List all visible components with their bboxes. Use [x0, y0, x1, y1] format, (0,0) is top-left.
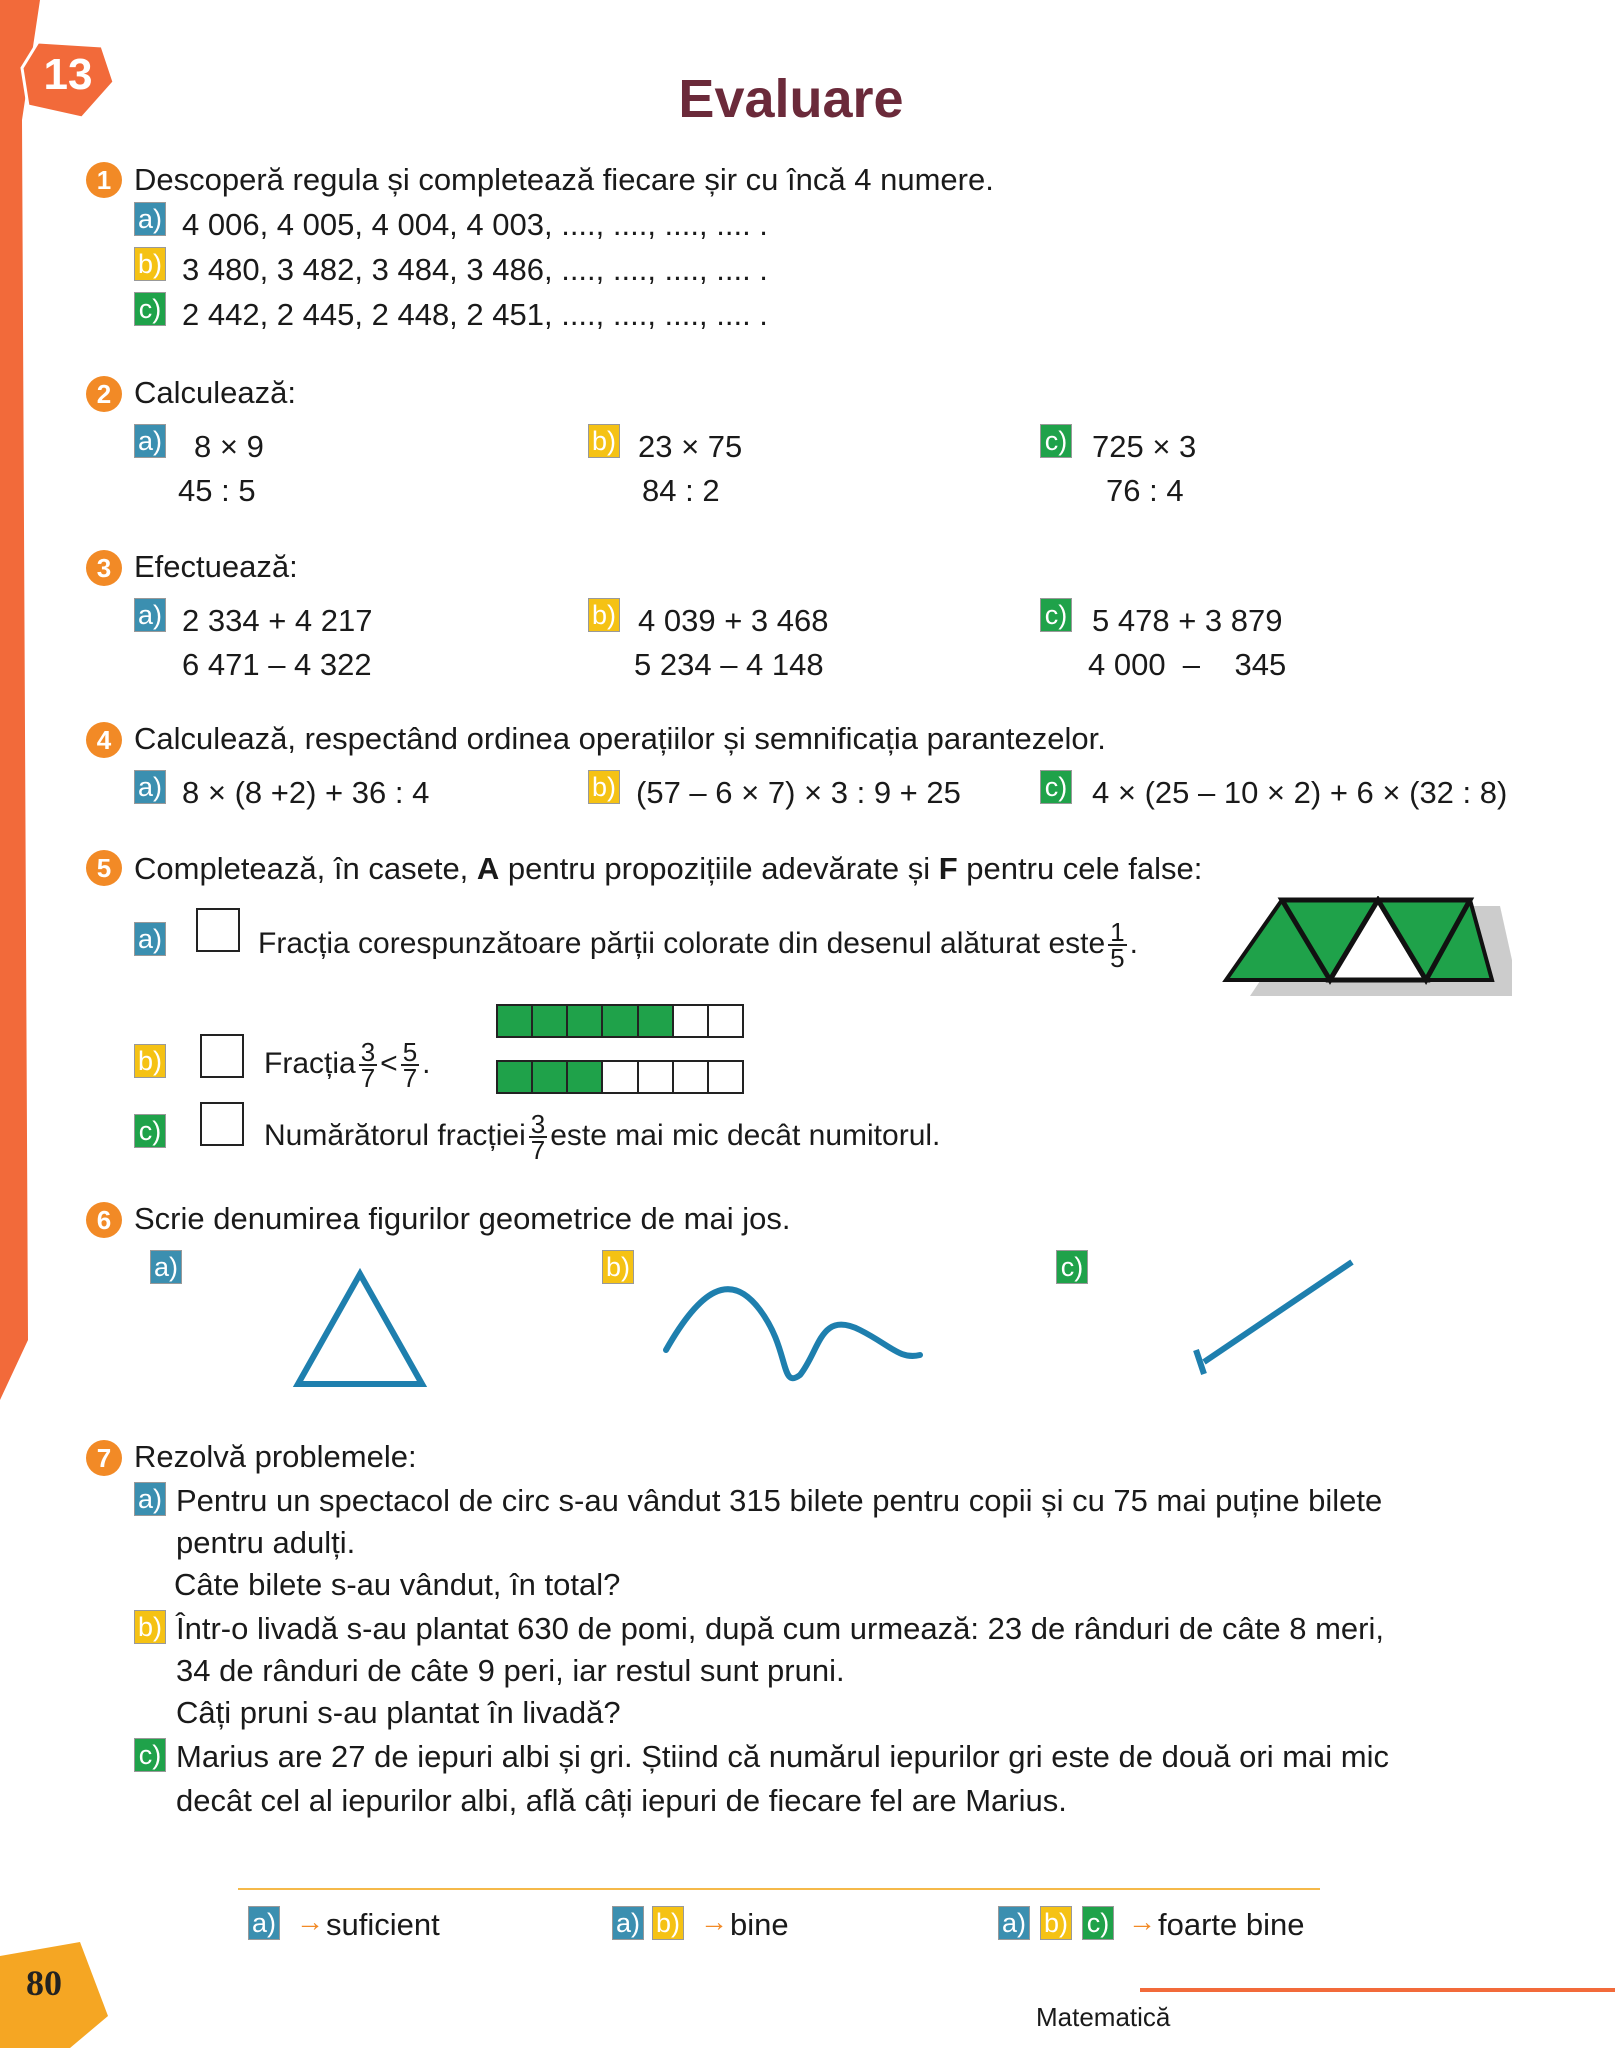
bar-cell-filled: [568, 1062, 603, 1092]
fraction-bar-3-of-7: [496, 1060, 744, 1094]
page-number: 80: [26, 1963, 62, 2003]
label-c: c): [1040, 770, 1072, 804]
bar-cell-filled: [533, 1062, 568, 1092]
bar-cell-filled: [498, 1062, 533, 1092]
label-c: c): [134, 1114, 166, 1148]
arrow-icon: →: [296, 1906, 324, 1937]
statement-a: Fracția corespunzătoare părții colorate din desenul alăturat este $\frac{1}{5}$ .: [258, 917, 1138, 973]
label-a: a): [134, 1482, 166, 1516]
expression: 4 000 – 345: [1088, 647, 1287, 682]
fraction-bar-5-of-7: [496, 1004, 744, 1038]
label-c: c): [1056, 1250, 1088, 1284]
label-b: b): [134, 1610, 166, 1644]
exercise-instruction: Scrie denumirea figurilor geometrice de mai jos.: [134, 1201, 791, 1236]
label-c: c): [1040, 598, 1072, 632]
exercise-instruction: Calculează, respectând ordinea operațiilor și semnificația parantezelor.: [134, 721, 1106, 756]
problem-a-line: pentru adulți.: [176, 1525, 356, 1560]
expression: 6 471 – 4 322: [182, 647, 372, 682]
curved-line: [666, 1289, 920, 1378]
exercise-instruction: Completează, în casete, A pentru propozițiile adevărate și F pentru cele false:: [134, 851, 1203, 886]
grading-divider: [238, 1888, 1320, 1890]
label-b: b): [602, 1250, 634, 1284]
shapes-figures: [280, 1250, 1390, 1390]
bar-cell-filled: [533, 1006, 568, 1036]
exercise-instruction: Calculează:: [134, 375, 296, 410]
arrow-icon: →: [1128, 1906, 1156, 1937]
expression: 76 : 4: [1106, 473, 1184, 508]
label-a: a): [134, 424, 166, 458]
expression: 5 234 – 4 148: [634, 647, 824, 682]
grade-very-good: foarte bine: [1158, 1907, 1305, 1942]
page-title: Evaluare: [678, 69, 904, 129]
label-a: a): [150, 1250, 182, 1284]
bar-cell-filled: [603, 1006, 638, 1036]
label-a: a): [998, 1906, 1030, 1940]
statement-c: Numărătorul fracției $\frac{3}{7}$ este mai mic decât numitorul.: [264, 1109, 941, 1165]
exercise-number: 2: [86, 376, 122, 412]
problem-c-line: decât cel al iepurilor albi, află câți iepuri de fiecare fel are Marius.: [176, 1783, 1067, 1818]
exercise-number: 1: [86, 162, 122, 198]
label-b: b): [1040, 1906, 1072, 1940]
bar-cell-empty: [709, 1006, 742, 1036]
label-c: c): [134, 292, 166, 326]
bar-cell-filled: [568, 1006, 603, 1036]
expression: 8 × (8 +2) + 36 : 4: [182, 775, 430, 810]
sequence-c: 2 442, 2 445, 2 448, 2 451, ...., ...., ...., .... .: [182, 297, 768, 332]
label-a: a): [134, 598, 166, 632]
label-a: a): [248, 1906, 280, 1940]
footer-line: [1140, 1988, 1615, 1992]
problem-c-line: Marius are 27 de iepuri albi și gri. Știind că numărul iepurilor gri este de două ori mai mic: [176, 1739, 1389, 1774]
answer-box-b[interactable]: [200, 1034, 244, 1078]
problem-b-question: Câți pruni s-au plantat în livadă?: [176, 1695, 621, 1730]
label-b: b): [588, 424, 620, 458]
answer-box-a[interactable]: [196, 908, 240, 952]
sequence-b: 3 480, 3 482, 3 484, 3 486, ...., ...., ...., .... .: [182, 252, 768, 287]
problem-b-line: Într-o livadă s-au plantat 630 de pomi, după cum urmează: 23 de rânduri de câte 8 meri,: [176, 1611, 1384, 1646]
label-b: b): [588, 770, 620, 804]
bar-cell-empty: [709, 1062, 742, 1092]
expression: 4 039 + 3 468: [638, 603, 829, 638]
exercise-number: 3: [86, 550, 122, 586]
grade-sufficient: suficient: [326, 1907, 440, 1942]
label-c: c): [1082, 1906, 1114, 1940]
triangle-figure: [1222, 896, 1512, 996]
bar-cell-empty: [674, 1062, 709, 1092]
bar-cell-filled: [639, 1006, 674, 1036]
statement-b: Fracția $\frac{3}{7}$ < $\frac{5}{7}$ .: [264, 1037, 431, 1093]
expression: 84 : 2: [642, 473, 720, 508]
answer-box-c[interactable]: [200, 1102, 244, 1146]
expression: 45 : 5: [178, 473, 256, 508]
bar-cell-empty: [603, 1062, 638, 1092]
label-b: b): [652, 1906, 684, 1940]
label-c: c): [1040, 424, 1072, 458]
footer-subject: Matematică: [1036, 2002, 1171, 2032]
bar-cell-empty: [639, 1062, 674, 1092]
expression: 8 × 9: [194, 429, 264, 464]
exercise-instruction: Efectuează:: [134, 549, 298, 584]
expression: 4 × (25 – 10 × 2) + 6 × (32 : 8): [1092, 775, 1508, 810]
expression: 725 × 3: [1092, 429, 1197, 464]
problem-a-question: Câte bilete s-au vândut, în total?: [174, 1567, 621, 1602]
label-b: b): [588, 598, 620, 632]
label-a: a): [612, 1906, 644, 1940]
sequence-a: 4 006, 4 005, 4 004, 4 003, ...., ...., ...., .... .: [182, 207, 768, 242]
exercise-number: 4: [86, 722, 122, 758]
bar-cell-filled: [498, 1006, 533, 1036]
label-a: a): [134, 922, 166, 956]
side-band: [0, 0, 60, 1420]
label-a: a): [134, 202, 166, 236]
arrow-icon: →: [700, 1906, 728, 1937]
expression: 23 × 75: [638, 429, 743, 464]
chapter-number: 13: [43, 50, 93, 99]
exercise-instruction: Descoperă regula și completează fiecare șir cu încă 4 numere.: [134, 162, 994, 197]
label-c: c): [134, 1738, 166, 1772]
problem-b-line: 34 de rânduri de câte 9 peri, iar restul sunt pruni.: [176, 1653, 845, 1688]
exercise-instruction: Rezolvă problemele:: [134, 1439, 417, 1474]
exercise-number: 7: [86, 1440, 122, 1476]
label-a: a): [134, 770, 166, 804]
expression: (57 – 6 × 7) × 3 : 9 + 25: [636, 775, 961, 810]
triangle-shape: [298, 1274, 422, 1384]
exercise-number: 5: [86, 850, 122, 886]
grade-good: bine: [730, 1907, 789, 1942]
problem-a-line: Pentru un spectacol de circ s-au vândut 315 bilete pentru copii și cu 75 mai puține bilete: [176, 1483, 1383, 1518]
expression: 5 478 + 3 879: [1092, 603, 1283, 638]
expression: 2 334 + 4 217: [182, 603, 373, 638]
bar-cell-empty: [674, 1006, 709, 1036]
label-b: b): [134, 1044, 166, 1078]
label-b: b): [134, 247, 166, 281]
exercise-number: 6: [86, 1202, 122, 1238]
